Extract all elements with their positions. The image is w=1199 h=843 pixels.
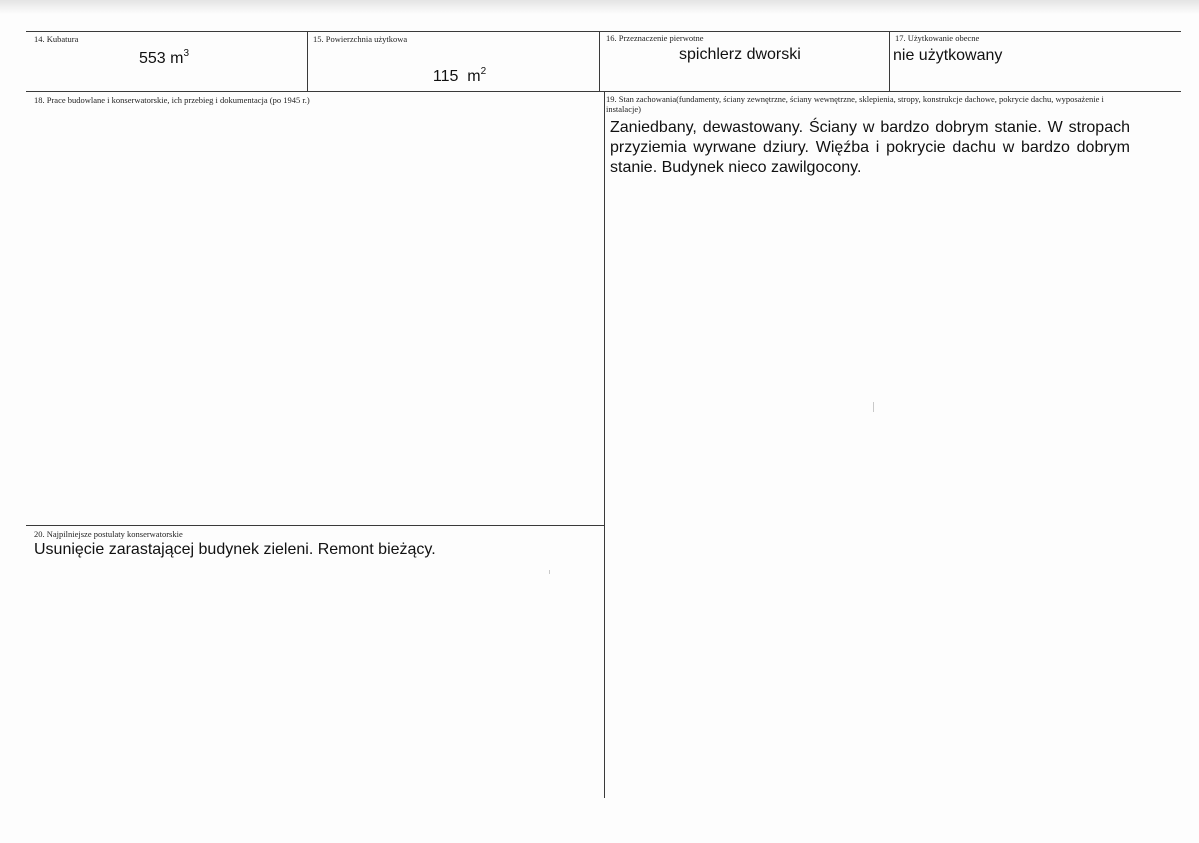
field-20-label: 20. Najpilniejsze postulaty konserwatorskie [34, 529, 183, 539]
field-16-value: spichlerz dworski [679, 46, 801, 63]
field-18-label: 18. Prace budowlane i konserwatorskie, ich przebieg i dokumentacja (po 1945 r.) [34, 95, 310, 105]
field-20-value: Usunięcie zarastającej budynek zieleni. Remont bieżący. [34, 541, 436, 558]
scan-artifact [873, 402, 874, 412]
field-14-value [139, 50, 189, 68]
scan-top-edge [0, 0, 1199, 14]
field-19-label: 19. Stan zachowania(fundamenty, ściany zewnętrzne, ściany wewnętrzne, sklepienia, stropy, konstrukcje dachowe, pokrycie dachu, wyposażenie i instalacje) [606, 94, 1104, 114]
field-15-label: 15. Powierzchnia użytkowa [313, 34, 408, 44]
field-14-label: 14. Kubatura [34, 34, 79, 44]
field-19-value: Zaniedbany, dewastowany. Ściany w bardzo dobrym stanie. W stropach przyziemia wyrwane dziury. Więźba i pokrycie dachu w bardzo dobrym stanie. Budynek nieco zawilgocony. [610, 119, 1130, 176]
field-14-exponent: 3 [183, 48, 190, 59]
field-17-label: 17. Użytkowanie obecne [895, 33, 980, 43]
field-15-exponent: 2 [480, 66, 487, 77]
col-divider-16-17 [889, 31, 890, 91]
row-divider-2 [26, 525, 604, 526]
scan-artifact [549, 570, 550, 574]
field-15-value [424, 50, 486, 86]
field-17-value: nie użytkowany [893, 47, 1003, 64]
col-divider-14-15 [307, 31, 308, 91]
field-15-number: 115 m [432, 68, 481, 85]
field-16-label: 16. Przeznaczenie pierwotne [606, 33, 704, 43]
field-14-number: 553 m [139, 50, 184, 67]
col-divider-main-lower [604, 92, 605, 798]
col-divider-main [599, 31, 600, 91]
top-border [26, 31, 1181, 32]
